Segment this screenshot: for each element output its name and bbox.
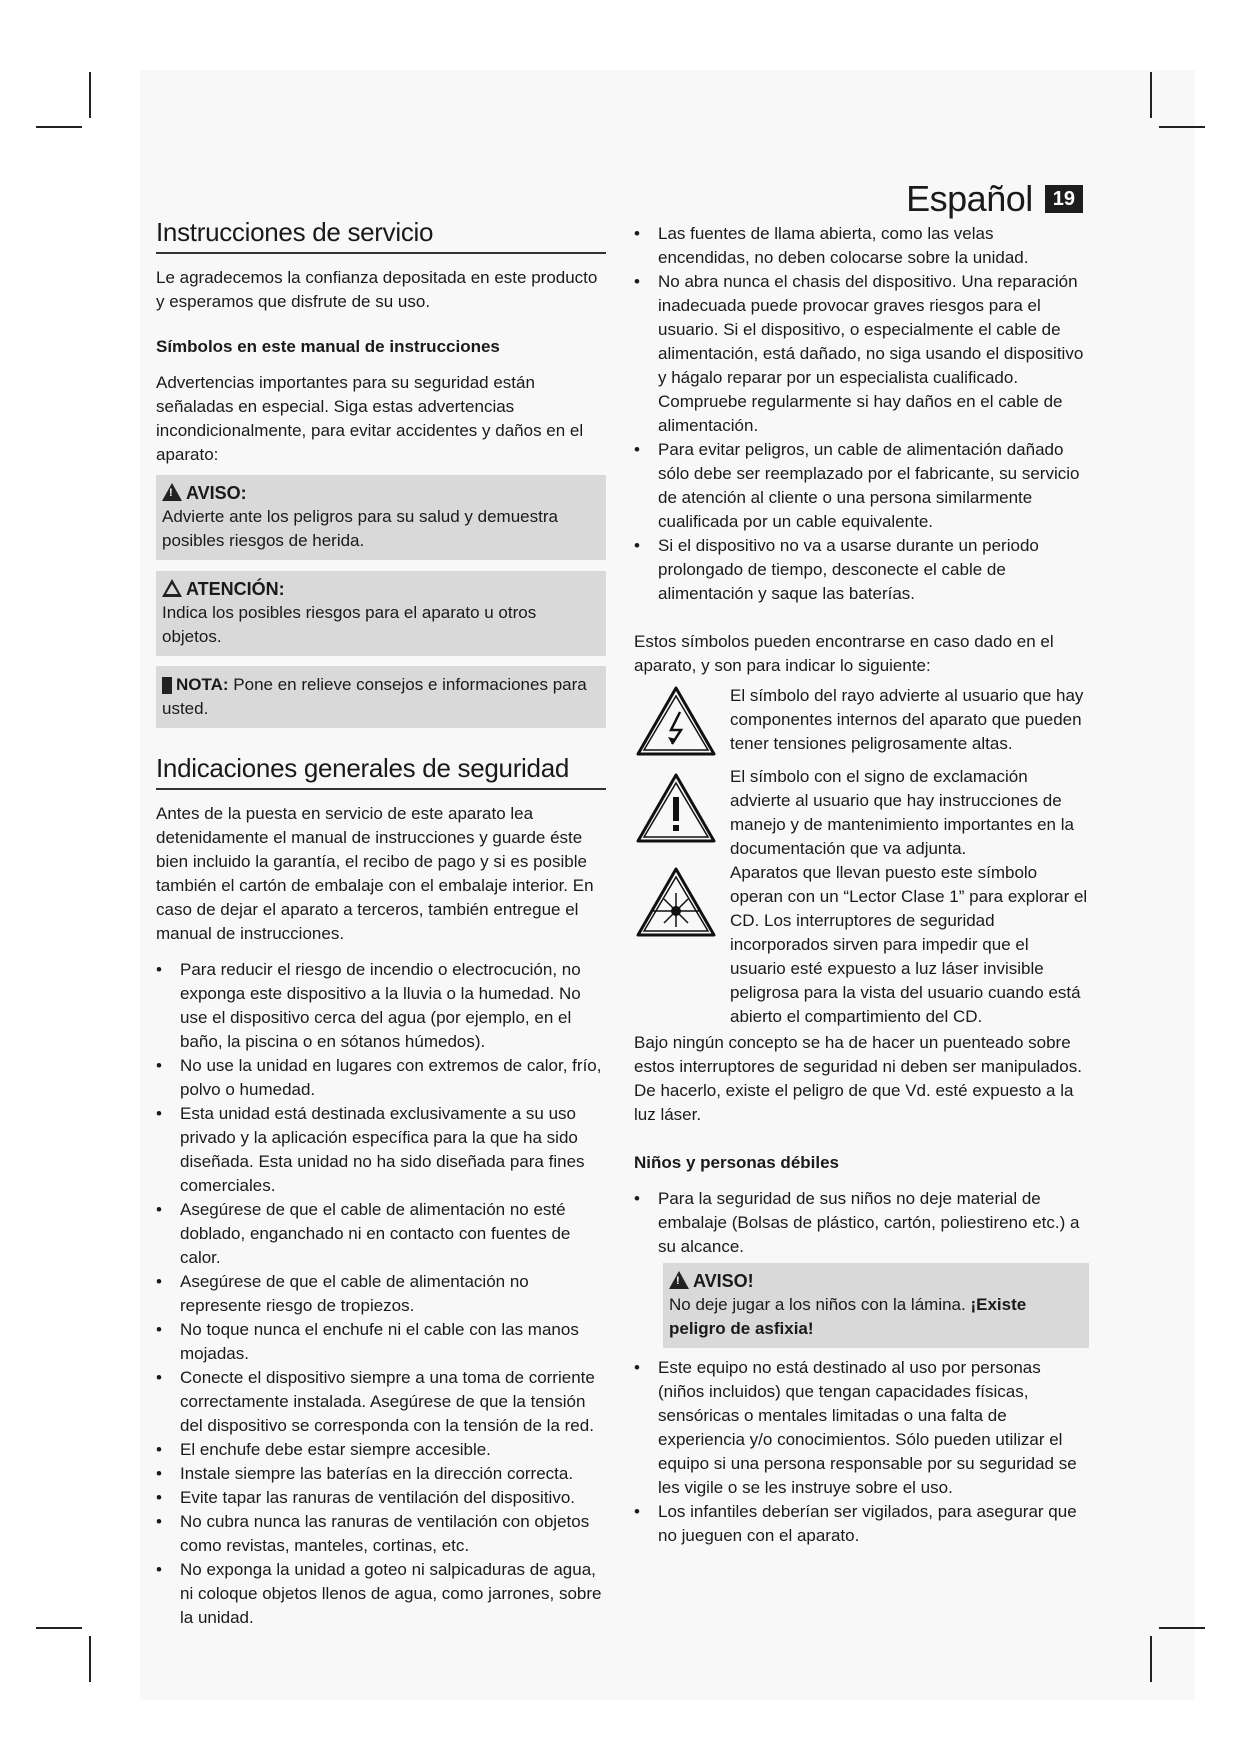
aviso-title: AVISO: (186, 483, 247, 503)
right-column (634, 222, 1089, 1548)
atencion-box (156, 571, 606, 656)
symbol-row-lightning (634, 684, 1089, 765)
list-item: • Las fuentes de llama abierta, como las velas encendidas, no deben colocarse sobre la unidad. (634, 222, 1089, 270)
list-item: • Evite tapar las ranuras de ventilación del dispositivo. (156, 1486, 606, 1510)
warning-icon (669, 1271, 689, 1289)
crop-mark (1159, 1627, 1205, 1629)
list-item: • Para la seguridad de sus niños no deje material de embalaje (Bolsas de plástico, cartón, poliestireno etc.) a su alcance. (634, 1187, 1089, 1259)
list-item: • Para reducir el riesgo de incendio o electrocución, no exponga este dispositivo a la lluvia o la humedad. No use el dispositivo cerca del agua (por ejemplo, en el baño, la piscina o en sótanos húmedos). (156, 958, 606, 1054)
warning-icon (162, 483, 182, 501)
safety-intro-paragraph: Antes de la puesta en servicio de este aparato lea detenidamente el manual de instrucciones y guarde éste bien incluido la garantía, el recibo de pago y si es posible también el cartón de embalaje con el embalaje interior. En caso de dejar el aparato a terceros, también entregue el manual de instrucciones. (156, 804, 594, 943)
crop-mark (1159, 126, 1205, 128)
kids-aviso-bold: ¡Existe peligro de asfixia! (669, 1295, 1027, 1338)
list-item: • Para evitar peligros, un cable de alimentación dañado sólo debe ser reemplazado por el fabricante, su servicio de atención al cliente o una persona similarmente cualificada por un cable equivalente. (634, 438, 1089, 534)
kids-aviso-box (663, 1263, 1089, 1348)
list-item: • El enchufe debe estar siempre accesible. (156, 1438, 606, 1462)
symbols-intro-paragraph: Estos símbolos pueden encontrarse en caso dado en el aparato, y son para indicar lo siguiente: (634, 632, 1054, 675)
list-item: • Asegúrese de que el cable de alimentación no esté doblado, enganchado ni en contacto con fuentes de calor. (156, 1198, 606, 1270)
list-item: • Conecte el dispositivo siempre a una toma de corriente correctamente instalada. Asegúrese de que la tensión del dispositivo se corresponda con la tensión de la red. (156, 1366, 606, 1438)
kids-aviso-text: No deje jugar a los niños con la lámina. (669, 1295, 971, 1314)
laser-paragraph: Bajo ningún concepto se ha de hacer un puenteado sobre estos interruptores de seguridad ni deben ser manipulados. De hacerlo, existe el peligro de que Vd. esté expuesto a la luz láser. (634, 1033, 1082, 1124)
kids-bullet-list (634, 1187, 1089, 1259)
list-item: • No abra nunca el chasis del dispositivo. Una reparación inadecuada puede provocar graves riesgos para el usuario. Si el dispositivo, o especialmente el cable de alimentación, está dañado, no siga usando el dispositivo y hágalo reparar por un especialista cualificado. Compruebe regularmente si hay daños en el cable de alimentación. (634, 270, 1089, 438)
crop-mark (89, 72, 91, 118)
kids-bullet-list-2 (634, 1356, 1089, 1548)
crop-mark (1150, 72, 1152, 118)
list-item: • No toque nunca el enchufe ni el cable con las manos mojadas. (156, 1318, 606, 1366)
crop-mark (89, 1636, 91, 1682)
symbol-row-exclamation (634, 765, 1089, 861)
caution-icon (162, 579, 182, 597)
lightning-symbol-text: El símbolo del rayo advierte al usuario que hay componentes internos del aparato que pueden tener tensiones peligrosamente altas. (730, 686, 1084, 753)
list-item: • Este equipo no está destinado al uso por personas (niños incluidos) que tengan capacidades físicas, sensóricas o mentales limitadas o una falta de experiencia y/o conocimientos. Sólo pueden utilizar el equipo si una persona responsable por su seguridad se les vigile o se les instruye sobre el uso. (634, 1356, 1089, 1500)
left-column (156, 217, 606, 1630)
symbol-row-laser (634, 861, 1089, 1029)
list-item: • No cubra nunca las ranuras de ventilación con objetos como revistas, manteles, cortinas, etc. (156, 1510, 606, 1558)
list-item: • No exponga la unidad a goteo ni salpicaduras de agua, ni coloque objetos llenos de agua, como jarrones, sobre la unidad. (156, 1558, 606, 1630)
nota-title: NOTA: (176, 675, 229, 694)
list-item: • Esta unidad está destinada exclusivamente a su uso privado y la aplicación específica para la que ha sido diseñada. Esta unidad no ha sido diseñada para fines comerciales. (156, 1102, 606, 1198)
language-label: Español (906, 178, 1033, 219)
nota-text: Pone en relieve consejos e informaciones para usted. (162, 675, 587, 718)
nota-box (156, 666, 606, 728)
list-item: • Los infantiles deberían ser vigilados, para asegurar que no jueguen con el aparato. (634, 1500, 1089, 1548)
atencion-text: Indica los posibles riesgos para el aparato u otros objetos. (162, 603, 537, 646)
list-item: • Asegúrese de que el cable de alimentación no represente riesgo de tropiezos. (156, 1270, 606, 1318)
list-item: • Instale siempre las baterías en la dirección correcta. (156, 1462, 606, 1486)
list-item: • No use la unidad en lugares con extremos de calor, frío, polvo o humedad. (156, 1054, 606, 1102)
info-icon (162, 672, 172, 694)
laser-symbol-text: Aparatos que llevan puesto este símbolo operan con un “Lector Clase 1” para explorar el CD. Los interruptores de seguridad incorporados sirven para impedir que el usuario esté expuesto a luz láser invisible peligrosa para la vista del usuario cuando está abierto el compartimiento del CD. (730, 863, 1088, 1026)
lightning-warning-icon (634, 684, 718, 758)
section-title-safety: Indicaciones generales de seguridad (156, 756, 606, 790)
symbols-paragraph: Advertencias importantes para su seguridad están señaladas en especial. Siga estas advertencias incondicionalmente, para evitar accidentes y daños en el aparato: (156, 373, 584, 464)
section-title-instructions: Instrucciones de servicio (156, 220, 606, 254)
intro-paragraph: Le agradecemos la confianza depositada en este producto y esperamos que disfrute de su uso. (156, 268, 598, 311)
laser-warning-icon (634, 865, 718, 939)
crop-mark (36, 126, 82, 128)
exclamation-warning-icon (634, 771, 718, 845)
exclamation-symbol-text: El símbolo con el signo de exclamación advierte al usuario que hay instrucciones de manejo y de mantenimiento importantes en la documentación que va adjunta. (730, 767, 1074, 858)
list-item: • Si el dispositivo no va a usarse durante un periodo prolongado de tiempo, desconecte el cable de alimentación y saque las baterías. (634, 534, 1089, 606)
atencion-title: ATENCIÓN: (186, 579, 285, 599)
aviso-box (156, 475, 606, 560)
kids-heading: Niños y personas débiles (634, 1153, 840, 1172)
aviso-text: Advierte ante los peligros para su salud y demuestra posibles riesgos de herida. (162, 507, 558, 550)
safety-bullet-list (156, 958, 606, 1630)
kids-aviso-title: AVISO! (693, 1271, 754, 1291)
symbols-heading: Símbolos en este manual de instrucciones (156, 337, 500, 356)
page-header (906, 178, 1083, 220)
page-number: 19 (1045, 185, 1083, 213)
crop-mark (1150, 1636, 1152, 1682)
safety-bullet-list-continued (634, 222, 1089, 606)
crop-mark (36, 1627, 82, 1629)
